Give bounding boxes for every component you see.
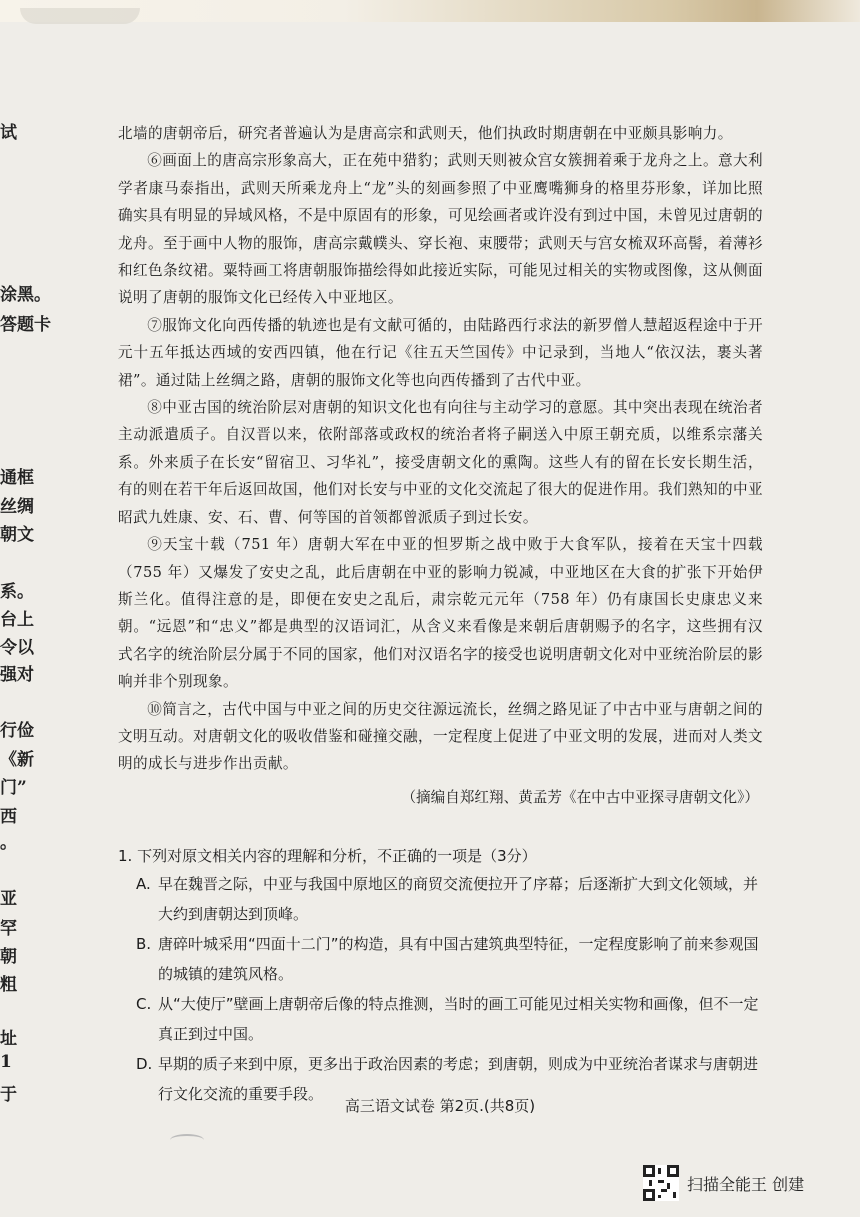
margin-text: 。	[0, 833, 17, 853]
margin-text: 丝绸	[0, 497, 34, 517]
margin-text: 粗	[0, 975, 17, 995]
margin-text: 《新	[0, 750, 34, 770]
page-top-shadow	[0, 0, 860, 22]
left-margin-fragments	[0, 100, 50, 1140]
scanner-watermark-text: 扫描全能王 创建	[687, 1174, 805, 1194]
margin-text: 涂黑。	[0, 285, 51, 305]
paragraph-7: ⑦服饰文化向西传播的轨迹也是有文献可循的，由陆路西行求法的新罗僧人慧超返程途中于开元十五年抵达西域的安西四镇，他在行记《往五天竺国传》中记录到，当地人“依汉法，裹头著裙”。通过陆上丝绸之路，唐朝的服饰文化等也向西传播到了古代中亚。	[118, 316, 763, 389]
paragraph-9: ⑨天宝十载（751 年）唐朝大军在中亚的怛罗斯之战中败于大食军队，接着在天宝十四载（755 年）又爆发了安史之乱，此后唐朝在中亚的影响力锐减，中亚地区在大食的扩张下开始伊斯兰化。值得注意的是，即便在安史之乱后，肃宗乾元元年（758 年）仍有康国长史康忠义来朝。“远恩”和“忠义”都是典型的汉语词汇，从含义来看像是来朝后唐朝赐予的名字，这些拥有汉式名字的统治阶层分属于不同的国家，他们对汉语名字的接受也说明唐朝文化对中亚统治阶层的影响并非个别现象。	[118, 536, 763, 691]
margin-text: 西	[0, 807, 17, 827]
option-text: 唐碎叶城采用“四面十二门”的构造，具有中国古建筑典型特征，一定程度影响了前来参观国的城镇的建筑风格。	[158, 935, 759, 983]
option-letter: A.	[136, 875, 151, 893]
option-b	[118, 929, 770, 989]
paragraph-6: ⑥画面上的唐高宗形象高大，正在苑中猎豹；武则天则被众宫女簇拥着乘于龙舟之上。意大利学者康马泰指出，武则天所乘龙舟上“龙”头的刻画参照了中亚鹰嘴狮身的格里芬形象，详加比照确实具有明显的异域风格，不是中原固有的形象，可见绘画者或许没有到过中国，未曾见过唐朝的龙舟。至于画中人物的服饰，唐高宗戴幞头、穿长袍、束腰带；武则天与宫女梳双环高髻，着薄衫和红色条纹裙。粟特画工将唐朝服饰描绘得如此接近实际，可能见过相关的实物或图像，这从侧面说明了唐朝的服饰文化已经传入中亚地区。	[118, 152, 763, 307]
article-source: （摘编自郑红翔、黄孟芳《在中古中亚探寻唐朝文化》）	[401, 788, 759, 806]
option-text: 从“大使厅”壁画上唐朝帝后像的特点推测，当时的画工可能见过相关实物和画像，但不一定真正到过中国。	[158, 995, 759, 1043]
margin-text: 门”	[0, 778, 27, 798]
margin-text: 令以	[0, 638, 34, 658]
margin-text: 通框	[0, 468, 34, 488]
margin-text: 罕	[0, 919, 17, 939]
question-1	[118, 843, 770, 1109]
article-body	[118, 120, 763, 811]
option-letter: C.	[136, 995, 152, 1013]
scan-smudge	[170, 1134, 204, 1146]
option-letter: B.	[136, 935, 152, 953]
margin-text: 亚	[0, 889, 17, 909]
margin-text: 朝文	[0, 525, 34, 545]
scanner-watermark	[643, 1163, 804, 1203]
margin-text: 朝	[0, 947, 17, 967]
margin-text: 于	[0, 1085, 17, 1105]
qr-code-icon	[643, 1165, 679, 1201]
paragraph-5-continued: 北墙的唐朝帝后，研究者普遍认为是唐高宗和武则天，他们执政时期唐朝在中亚颇具影响力。	[118, 125, 733, 142]
margin-text: 试	[0, 123, 17, 143]
margin-text: 台上	[0, 610, 34, 630]
margin-text: 址	[0, 1029, 17, 1049]
option-text: 早期的质子来到中原，更多出于政治因素的考虑；到唐朝，则成为中亚统治者谋求与唐朝进行文化交流的重要手段。	[158, 1055, 759, 1103]
margin-text: 答题卡	[0, 315, 51, 335]
margin-text: 1	[0, 1052, 12, 1072]
option-c	[118, 989, 770, 1049]
option-text: 早在魏晋之际，中亚与我国中原地区的商贸交流便拉开了序幕；后逐渐扩大到文化领域，并大约到唐朝达到顶峰。	[158, 875, 759, 923]
margin-text: 行俭	[0, 721, 34, 741]
margin-text: 强对	[0, 665, 34, 685]
option-letter: D.	[136, 1055, 153, 1073]
margin-text: 系。	[0, 582, 34, 602]
page-footer: 高三语文试卷 第2页.(共8页)	[344, 1097, 536, 1115]
option-a	[118, 869, 770, 929]
question-stem: 1. 下列对原文相关内容的理解和分析，不正确的一项是（3分）	[118, 847, 537, 865]
paragraph-8: ⑧中亚古国的统治阶层对唐朝的知识文化也有向往与主动学习的意愿。其中突出表现在统治者主动派遣质子。自汉晋以来，依附部落或政权的统治者将子嗣送入中原王朝充质，以维系宗藩关系。外来质子在长安“留宿卫、习华礼”，接受唐朝文化的熏陶。这些人有的留在长安长期生活，有的则在若干年后返回故国，他们对长安与中亚的文化交流起了很大的促进作用。我们熟知的中亚昭武九姓康、安、石、曹、何等国的首领都曾派质子到过长安。	[118, 399, 763, 526]
paragraph-10: ⑩简言之，古代中国与中亚之间的历史交往源远流长，丝绸之路见证了中古中亚与唐朝之间的文明互动。对唐朝文化的吸收借鉴和碰撞交融，一定程度上促进了中亚文明的发展，进而对人类文明的成长与进步作出贡献。	[118, 700, 763, 773]
